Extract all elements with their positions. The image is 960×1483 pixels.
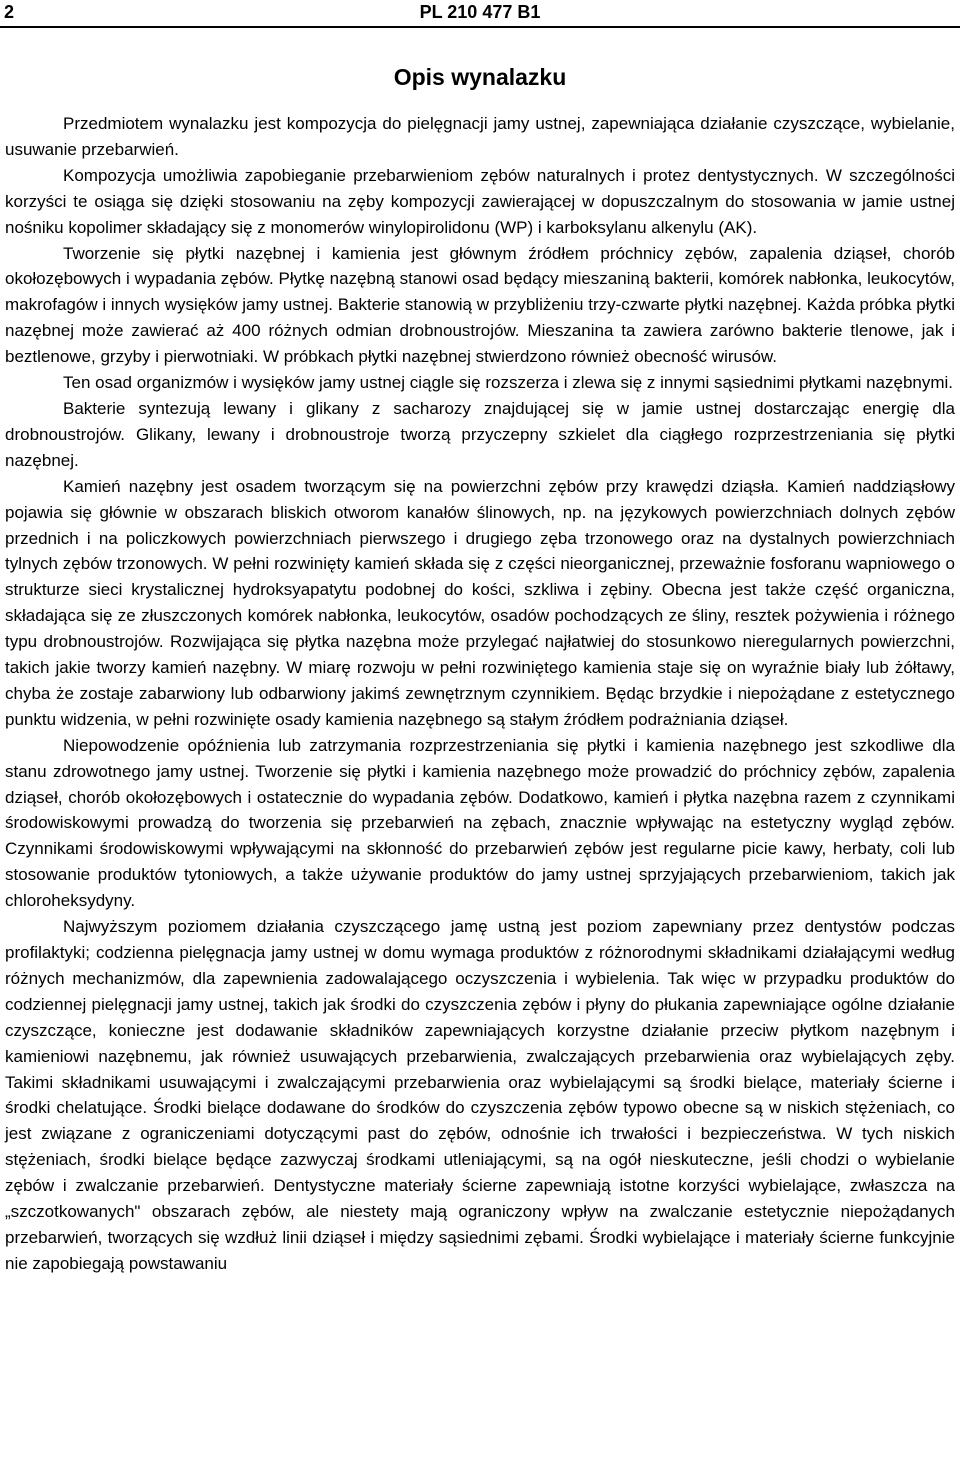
paragraph: Kompozycja umożliwia zapobieganie przebarwieniom zębów naturalnych i protez dentystycznych. W szczególności korzyści te osiąga się dzięki stosowaniu na zęby kompozycji zawierającej w dopuszczalnym do stosowania w jamie ustnej nośniku kopolimer składający się z monomerów winylopirolidonu (WP) i karboksylanu alkenylu (AK). [5,165,955,237]
paragraph: Przedmiotem wynalazku jest kompozycja do pielęgnacji jamy ustnej, zapewniająca działanie czyszczące, wybielanie, usuwanie przebarwień. [5,114,955,159]
header-divider [0,26,960,28]
paragraph: Tworzenie się płytki nazębnej i kamienia jest głównym źródłem próchnicy zębów, zapalenia dziąseł, chorób okołozębowych i wypadania zębów. Płytkę nazębną stanowi osad będący mieszaniną bakterii, komórek nabłonka, leukocytów, makrofagów i innych wysięków jamy ustnej. Bakterie stanowią w przybliżeniu trzy-czwarte płytki nazębnej. Każda próbka płytki nazębnej może zawierać aż 400 różnych odmian drobnoustrojów. Mieszanina ta zawiera zarówno bakterie tlenowe, jak i beztlenowe, grzyby i pierwotniaki. W próbkach płytki nazębnej stwierdzono również obecność wirusów. [5,243,955,367]
page-number: 2 [4,2,15,22]
patent-number: PL 210 477 B1 [419,2,541,22]
paragraph: Bakterie syntezują lewany i glikany z sacharozy znajdującej się w jamie ustnej dostarczając energię dla drobnoustrojów. Glikany, lewany i drobnoustroje tworzą przyczepny szkielet dla ciągłego rozprzestrzeniania się płytki nazębnej. [5,398,955,470]
paragraph: Niepowodzenie opóźnienia lub zatrzymania rozprzestrzeniania się płytki i kamienia nazębnego jest szkodliwe dla stanu zdrowotnego jamy ustnej. Tworzenie się płytki i kamienia nazębnego może prowadzić do próchnicy zębów, zapalenia dziąseł, chorób okołozębowych i ostatecznie do wypadania zębów. Dodatkowo, kamień i płytka nazębna razem z czynnikami środowiskowymi prowadzą do tworzenia się przebarwień na zębach, znacznie wpływając na estetyczny wygląd zębów. Czynnikami środowiskowymi wpływającymi na skłonność do przebarwień zębów jest regularne picie kawy, herbaty, coli lub stosowanie produktów tytoniowych, a także używanie produktów do jamy ustnej sprzyjających przebarwieniom, takich jak chloroheksydyny. [5,735,955,911]
document-title: Opis wynalazku [393,64,567,90]
paragraph: Ten osad organizmów i wysięków jamy ustnej ciągle się rozszerza i zlewa się z innymi sąsiednimi płytkami nazębnymi. [63,373,954,393]
document-body [5,111,955,1277]
paragraph: Najwyższym poziomem działania czyszczącego jamę ustną jest poziom zapewniany przez dentystów podczas profilaktyki; codzienna pielęgnacja jamy ustnej w domu wymaga produktów z różnorodnymi składnikami działającymi według różnych mechanizmów, dla zapewnienia zadowalającego oczyszczenia i wybielenia. Tak więc w przypadku produktów do codziennej pielęgnacji jamy ustnej, takich jak środki do czyszczenia zębów i płyny do płukania zapewniające ogólne działanie czyszczące, konieczne jest dodawanie składników zapewniających korzystne działanie przeciw płytkom nazębnym i kamieniowi nazębnemu, jak również usuwających przebarwienia, zwalczających przebarwienia oraz wybielających zęby. Takimi składnikami usuwającymi i zwalczającymi przebarwienia oraz wybielającymi są środki bielące, materiały ścierne i środki chelatujące. Środki bielące dodawane do środków do czyszczenia zębów typowo obecne są w niskich stężeniach, co jest związane z ograniczeniami dotyczącymi past do zębów, odnośnie ich trwałości i bezpieczeństwa. W tych niskich stężeniach, środki bielące będące zazwyczaj środkami utleniającymi, są na ogół nieskuteczne, jeśli chodzi o wybielanie zębów i zwalczanie przebarwień. Dentystyczne materiały ścierne zapewniają istotne korzyści wybielające, zwłaszcza na „szczotkowanych" obszarach zębów, ale niestety mają ograniczony wpływ na zwalczanie estetycznie niepożądanych przebarwień, tworzących się wzdłuż linii dziąseł i między sąsiednimi zębami. Środki wybielające i materiały ścierne funkcyjnie nie zapobiegają powstawaniu [5,917,955,1273]
paragraph: Kamień nazębny jest osadem tworzącym się na powierzchni zębów przy krawędzi dziąsła. Kamień naddziąsłowy pojawia się głównie w obszarach bliskich otworom kanałów ślinowych, np. na językowych powierzchniach dolnych zębów przednich i na policzkowych powierzchniach pierwszego i drugiego zęba trzonowego oraz na dystalnych powierzchniach tylnych zębów trzonowych. W pełni rozwinięty kamień składa się z części nieorganicznej, przeważnie fosforanu wapniowego o strukturze sieci krystalicznej hydroksyapatytu podobnej do kości, szkliwa i zębiny. Obecna jest także część organiczna, składająca się ze złuszczonych komórek nabłonka, leukocytów, osadów pochodzących ze śliny, resztek pożywienia i różnego typu drobnoustrojów. Rozwijająca się płytka nazębna może przylegać najłatwiej do stosunkowo nieregularnych powierzchni, takich jakie tworzy kamień nazębny. W miarę rozwoju w pełni rozwiniętego kamienia staje się on wyraźnie biały lub żółtawy, chyba że zostaje zabarwiony lub odbarwiony jakimś zewnętrznym czynnikiem. Będąc brzydkie i niepożądane z estetycznego punktu widzenia, w pełni rozwinięte osady kamienia nazębnego są stałym źródłem podrażniania dziąseł. [5,476,955,729]
page-header [0,0,960,26]
